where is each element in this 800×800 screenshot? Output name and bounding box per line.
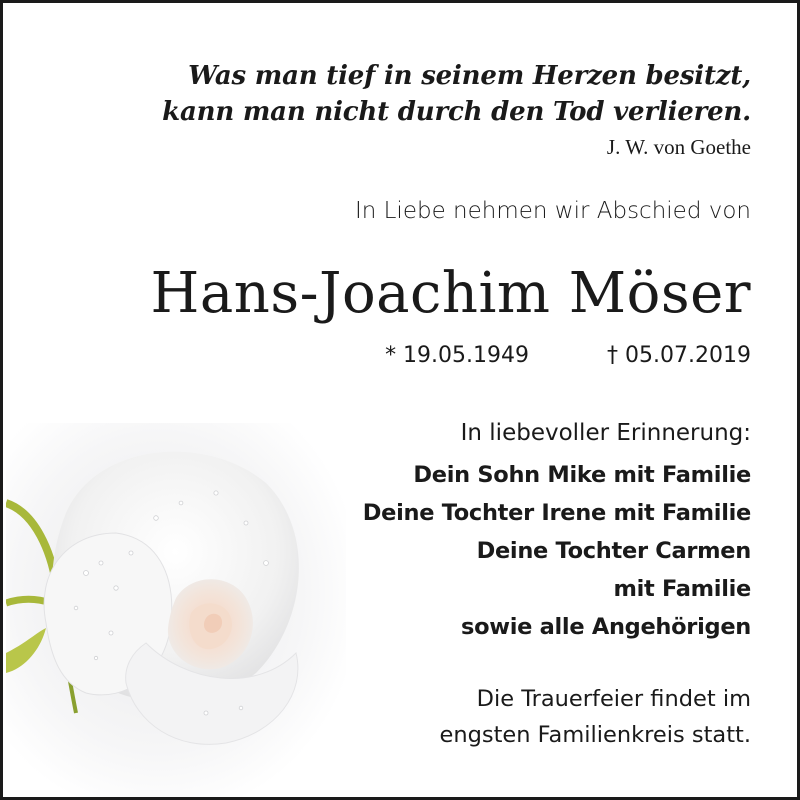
quote-line-1: Was man tief in seinem Herzen besitzt, <box>188 61 751 91</box>
mourner-line: mit Familie <box>613 576 751 602</box>
farewell-intro: In Liebe nehmen wir Abschied von <box>354 198 751 224</box>
service-line-1: Die Trauerfeier findet im <box>476 686 751 712</box>
memory-heading: In liebevoller Erinnerung: <box>460 420 751 446</box>
goethe-quote <box>162 58 751 130</box>
mourner-line: Dein Sohn Mike mit Familie <box>413 462 751 488</box>
funeral-service-note <box>439 681 751 753</box>
deceased-name: Hans-Joachim Möser <box>150 261 751 326</box>
mourner-line: sowie alle Angehörigen <box>460 614 751 640</box>
white-rose-image <box>6 423 346 800</box>
mourners-list <box>363 456 751 646</box>
birth-date: * 19.05.1949 <box>385 343 530 368</box>
life-dates <box>385 343 751 368</box>
mourner-line: Deine Tochter Irene mit Familie <box>362 500 751 526</box>
service-line-2: engsten Familienkreis statt. <box>439 722 751 748</box>
quote-line-2: kann man nicht durch den Tod verlieren. <box>162 97 751 127</box>
quote-author: J. W. von Goethe <box>606 135 751 159</box>
mourner-line: Deine Tochter Carmen <box>476 538 751 564</box>
death-date: † 05.07.2019 <box>607 343 751 368</box>
